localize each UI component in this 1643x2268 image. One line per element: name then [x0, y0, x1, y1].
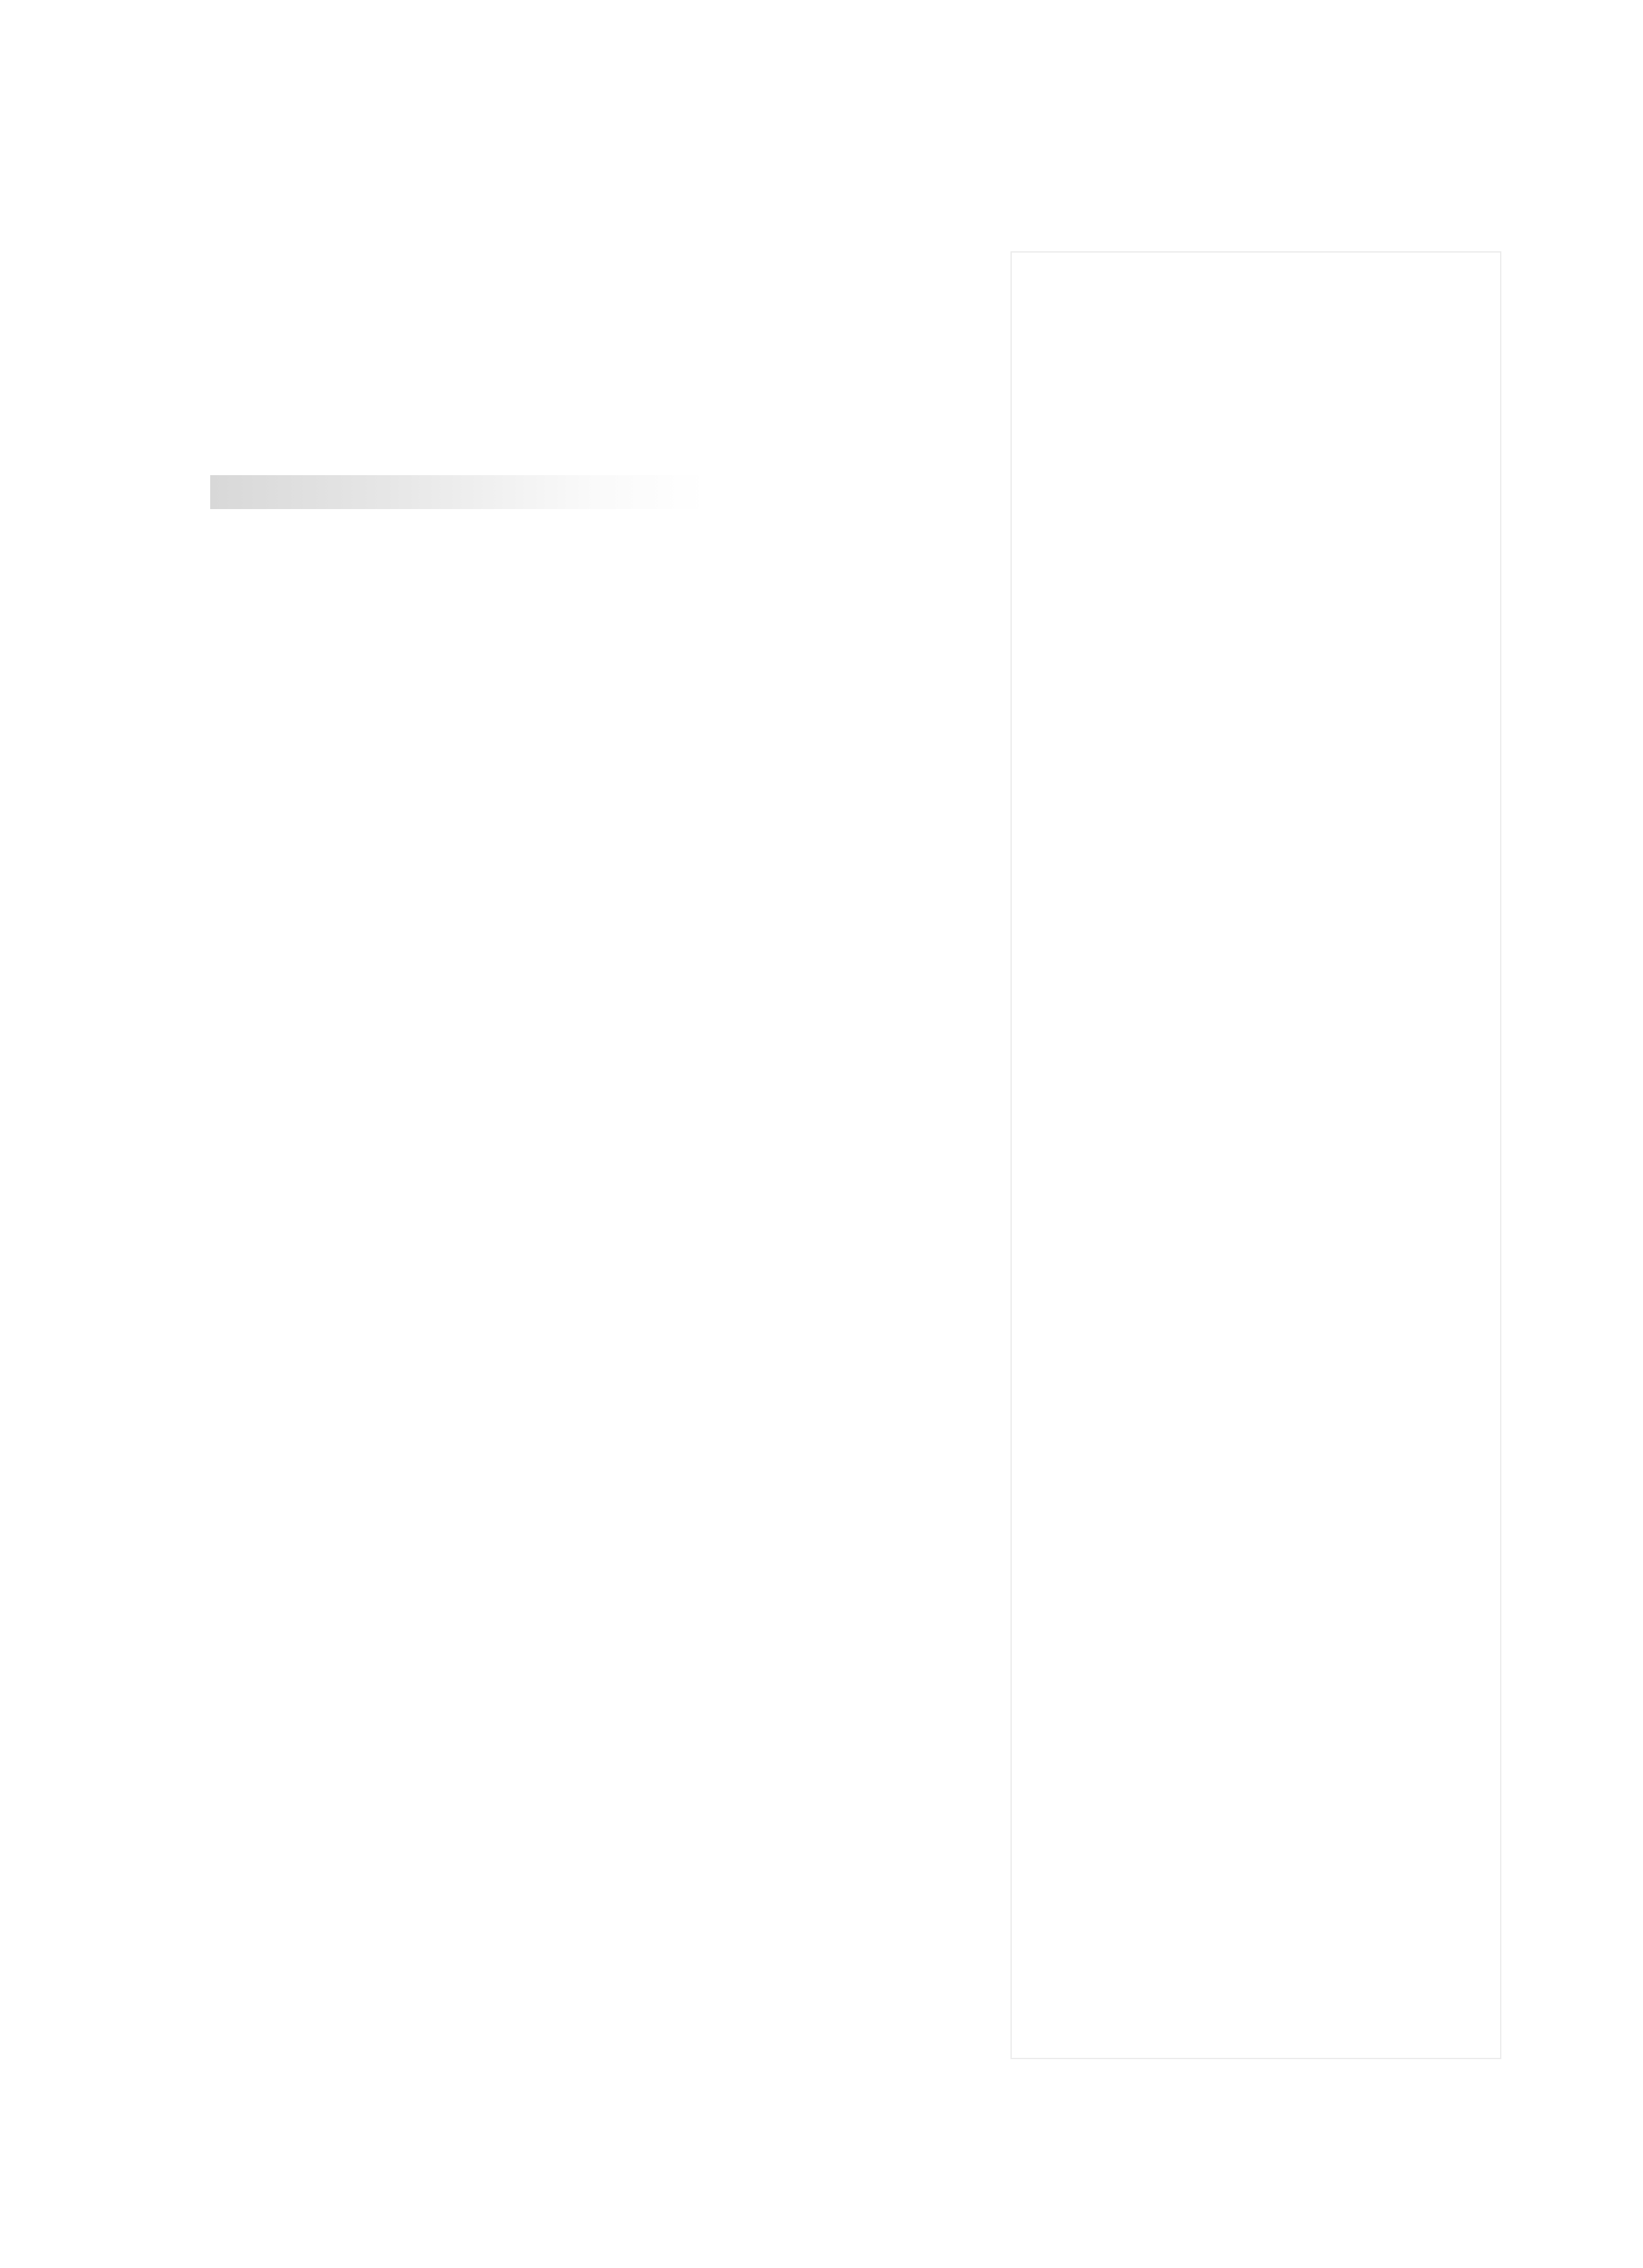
spacer: [1010, 335, 1501, 397]
bank-sponsor: [1010, 449, 1501, 498]
back-cover-row-1: [210, 553, 994, 593]
section-header-bar: [210, 475, 706, 509]
sponsor-column: [1010, 251, 1501, 2059]
council-title: [1010, 397, 1501, 449]
section-header-art: [210, 471, 994, 512]
spacer: [1010, 251, 1501, 283]
standing-council-title: [1010, 283, 1501, 335]
table-of-contents: [210, 470, 994, 632]
back-cover-credits: [210, 553, 994, 632]
back-cover-row-2: [210, 593, 994, 632]
